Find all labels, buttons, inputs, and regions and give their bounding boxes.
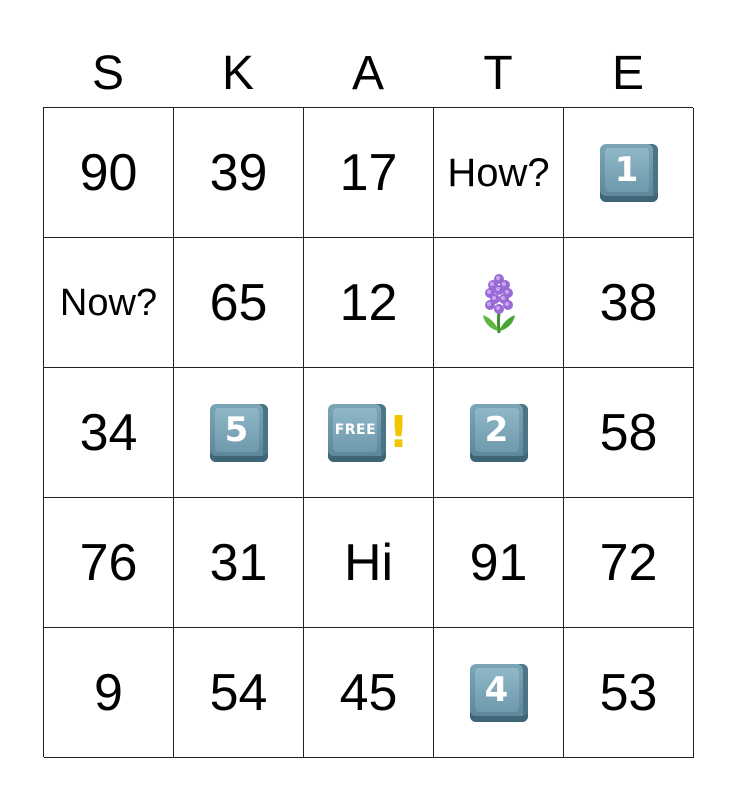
header-letter-k: K	[221, 46, 254, 100]
bingo-cell[interactable]	[44, 498, 174, 628]
bingo-cell[interactable]	[44, 108, 174, 238]
bingo-cell[interactable]	[564, 238, 694, 368]
bingo-cell-free[interactable]	[304, 368, 434, 498]
bingo-cell[interactable]	[174, 368, 304, 498]
bingo-cell[interactable]	[304, 108, 434, 238]
bingo-cell[interactable]	[174, 498, 304, 628]
bingo-cell[interactable]	[434, 238, 564, 368]
bingo-cell[interactable]	[44, 368, 174, 498]
free-button-icon	[328, 404, 386, 462]
cell-value: How?	[447, 150, 550, 195]
cell-value: 90	[79, 143, 138, 202]
cell-value: 76	[79, 533, 138, 592]
bingo-cell[interactable]	[434, 628, 564, 758]
keycap-1-icon	[600, 144, 658, 202]
cell-value: 9	[94, 663, 123, 722]
bingo-cell[interactable]	[174, 628, 304, 758]
cell-value: 12	[339, 273, 398, 332]
keycap-digit: 5	[215, 408, 259, 452]
cell-value: Now?	[59, 281, 158, 324]
cell-value: 72	[599, 533, 658, 592]
cell-value: 45	[339, 663, 398, 722]
cell-value: 39	[209, 143, 268, 202]
keycap-digit: 1	[605, 148, 649, 192]
cell-value: 53	[599, 663, 658, 722]
keycap-digit: 4	[475, 668, 519, 712]
bingo-cell[interactable]	[564, 368, 694, 498]
header-letter-s: S	[91, 46, 124, 100]
bingo-header	[43, 40, 693, 107]
bingo-cell[interactable]	[564, 498, 694, 628]
bingo-cell[interactable]	[304, 498, 434, 628]
bingo-cell[interactable]	[564, 108, 694, 238]
bingo-cell[interactable]	[564, 628, 694, 758]
bingo-cell[interactable]	[434, 368, 564, 498]
header-letter-t: T	[483, 46, 513, 100]
exclamation-icon: !	[388, 406, 409, 458]
cell-value: Hi	[343, 533, 394, 592]
header-letter-a: A	[351, 46, 384, 100]
keycap-2-icon	[470, 404, 528, 462]
bingo-cell[interactable]	[434, 108, 564, 238]
bingo-cell[interactable]	[174, 108, 304, 238]
header-letter-e: E	[611, 46, 644, 100]
cell-value: 54	[209, 663, 268, 722]
keycap-4-icon	[470, 664, 528, 722]
keycap-5-icon	[210, 404, 268, 462]
cell-value: 38	[599, 273, 658, 332]
cell-value: 17	[339, 143, 398, 202]
bingo-cell[interactable]	[304, 628, 434, 758]
hyacinth-flower-icon	[477, 271, 521, 335]
bingo-board	[43, 107, 693, 757]
cell-value: 65	[209, 273, 268, 332]
bingo-cell[interactable]	[304, 238, 434, 368]
keycap-digit: 2	[475, 408, 519, 452]
bingo-cell[interactable]	[44, 628, 174, 758]
bingo-cell[interactable]	[44, 238, 174, 368]
bingo-cell[interactable]	[434, 498, 564, 628]
cell-value: 31	[209, 533, 268, 592]
free-label: FREE	[333, 408, 377, 452]
cell-value: 34	[79, 403, 138, 462]
bingo-cell[interactable]	[174, 238, 304, 368]
free-space	[328, 404, 408, 462]
cell-value: 58	[599, 403, 658, 462]
cell-value: 91	[469, 533, 528, 592]
